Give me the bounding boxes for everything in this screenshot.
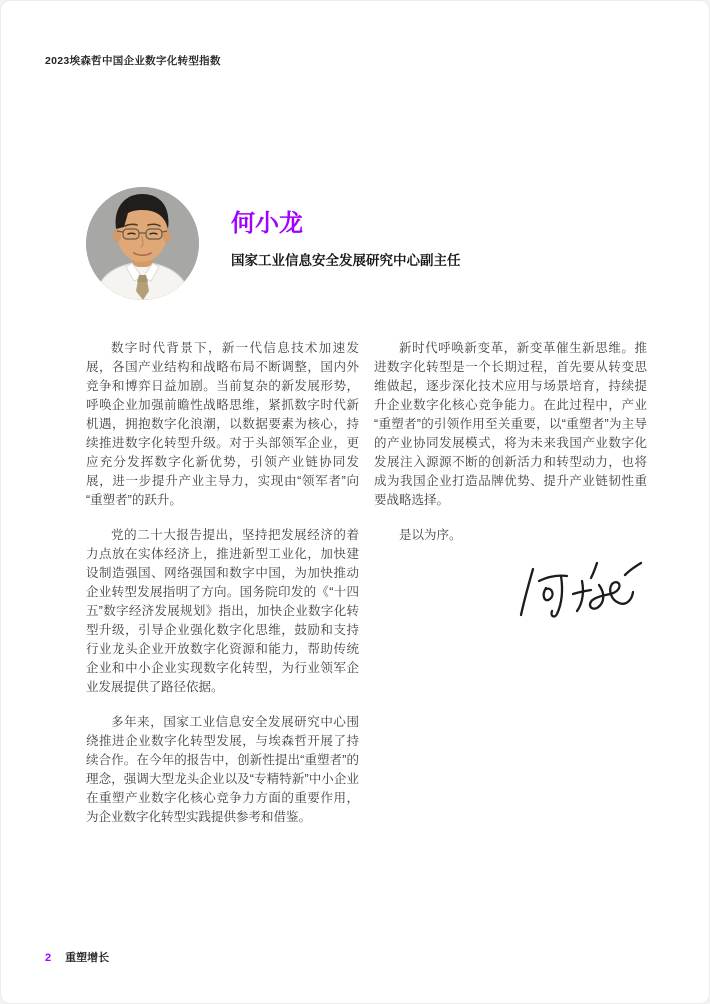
- footer-report-label: 重塑增长: [65, 952, 110, 964]
- paragraph: 数字时代背景下，新一代信息技术加速发展，各国产业结构和战略布局不断调整，国内外竞争和博弈日益加剧。当前复杂的新发展形势，呼唤企业加强前瞻性战略思维，紧抓数字时代新机遇，拥抱数字化浪潮，以数据要素为核心，持续推进数字化转型升级。对于头部领军企业，更应充分发挥数字化新优势，引领产业链协同发展，进一步提升产业主导力，实现由“领军者”向“重塑者”的跃升。: [86, 341, 359, 507]
- page-number: 2: [45, 952, 52, 964]
- author-info: [231, 187, 461, 269]
- author-job-title: 国家工业信息安全发展研究中心副主任: [231, 253, 461, 269]
- preface-column-left: [86, 339, 359, 843]
- author-profile: [86, 187, 461, 300]
- paragraph: 党的二十大报告提出，坚持把发展经济的着力点放在实体经济上，推进新型工业化，加快建设制造强国、网络强国和数字中国，为加快推动企业转型发展指明了方向。国务院印发的《“十四五”数字经济发展规划》指出，加快企业数字化转型升级，引导企业强化数字化思维，鼓励和支持行业龙头企业开放数字化资源和能力，帮助传统企业和中小企业实现数字化转型，为行业领军企业发展提供了路径依据。: [86, 528, 359, 694]
- signature-image: [509, 553, 647, 633]
- paragraph: 新时代呼唤新变革，新变革催生新思维。推进数字化转型是一个长期过程，首先要从转变思维做起，逐步深化技术应用与场景培育，持续提升企业数字化核心竞争能力。在此过程中，产业“重塑者”的引领作用至关重要，以“重塑者”为主导的产业协同发展模式，将为未来我国产业数字化发展注入源源不断的创新活力和转型动力，也将成为我国企业打造品牌优势、提升产业链韧性重要战略选择。: [374, 341, 647, 507]
- handwritten-signature: [509, 553, 647, 633]
- author-portrait: [86, 187, 199, 300]
- report-header-title: 2023埃森哲中国企业数字化转型指数: [45, 55, 221, 67]
- paragraph: 多年来，国家工业信息安全发展研究中心围绕推进企业数字化转型发展，与埃森哲开展了持续合作。在今年的报告中，创新性提出“重塑者”的理念，强调大型龙头企业以及“专精特新”中小企业在重塑产业数字化核心竞争力方面的重要作用，为企业数字化转型实践提供参考和借鉴。: [86, 715, 359, 824]
- page-footer: [45, 949, 109, 965]
- paragraph: 是以为序。: [399, 528, 462, 542]
- portrait-image: [86, 187, 199, 300]
- author-name: 何小龙: [231, 210, 303, 237]
